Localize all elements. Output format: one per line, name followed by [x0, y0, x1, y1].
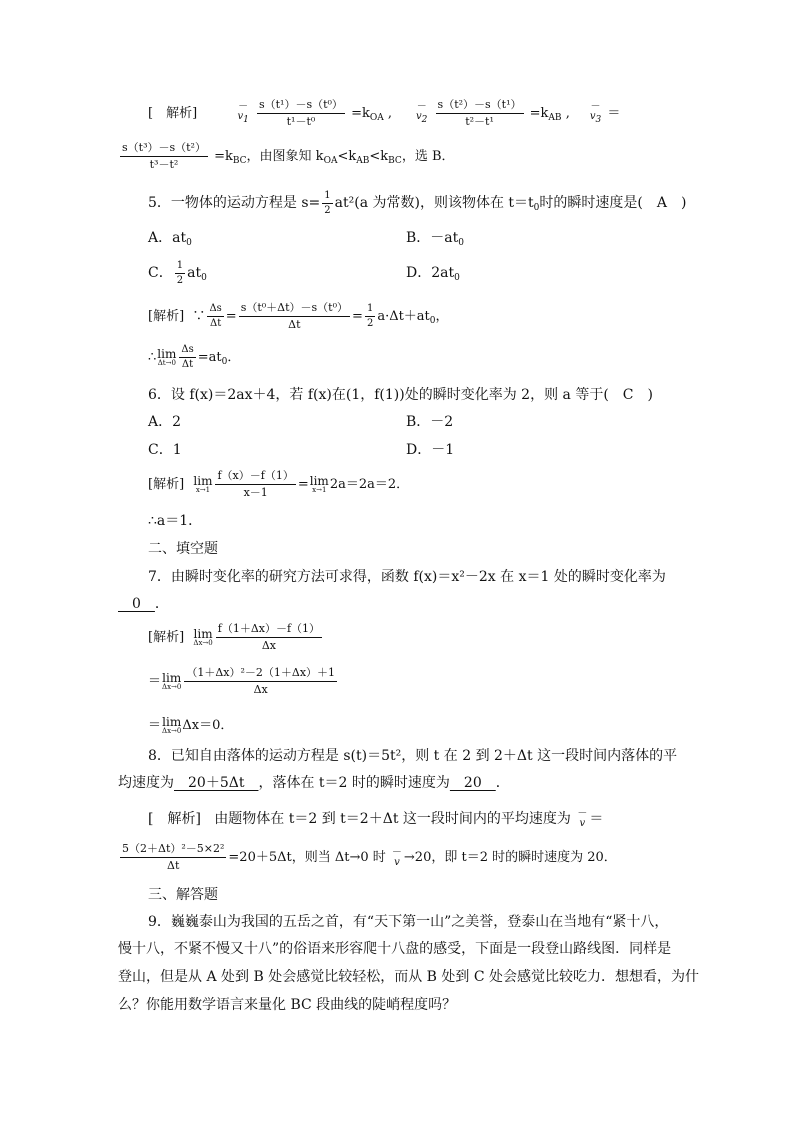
q9-line3: 登山，但是从 A 处到 B 处会感觉比较轻松，而从 B 处到 C 处会感觉比较吃力．想想看，为什 [118, 969, 699, 985]
q6-conclusion: ∴a＝1． [148, 513, 203, 529]
p4-solution-line1: [ 解析] － v1 $\frac{\text{s（t¹）－s（t⁰）}}{\text{t¹－t⁰}}$ $=k_{OA}$ , － v2 $\frac{\text{s（t²）－s（t¹）}}{\text{t²－t¹}}$ $=k_{AB}$ , － v3 ＝ [148, 98, 621, 128]
q6-option-d: D．－1 [406, 442, 455, 458]
q8-answer-2: 20 [449, 775, 496, 791]
p4-solution-line2: $\frac{\text{s（t³）－s（t²）}}{\text{t³－t²}}$ $=k_{BC}$，由图象知 $k_{OA}<k_{AB}<k_{BC}$，选 B． [122, 141, 455, 171]
q7-stem: 7．由瞬时变化率的研究方法可求得，函数 f(x)＝x²－2x 在 x＝1 处的瞬时变化率为 [148, 569, 666, 585]
q7-solution-line2: ＝ lim Δx→0 $\frac{\text{（1＋Δx）²－2（1＋Δx）＋1}}{\Delta x}$ [148, 666, 336, 696]
v1-symbol: － v1 [237, 100, 249, 125]
p4-fraction-2: $\frac{\text{s（t²）－s（t¹）}}{\text{t²－t¹}}$ [437, 98, 522, 128]
lim-symbol: lim x→1 [309, 474, 329, 494]
p4-fraction-1: $\frac{\text{s（t¹）－s（t⁰）}}{\text{t¹－t⁰}}$ [258, 98, 343, 128]
v-symbol: － v [577, 808, 588, 829]
q9-line1: 9．巍巍泰山为我国的五岳之首，有“天下第一山”之美誉，登泰山在当地有“紧十八， [148, 914, 669, 930]
section-solutions: 三、解答题 [148, 887, 218, 903]
q5-option-c: C． $\frac{1}{2}$ $at_0$ [148, 259, 207, 286]
q9-line4: 么？你能用数学语言来量化 BC 段曲线的陡峭程度吗？ [118, 997, 457, 1013]
section-fill-in: 二、填空题 [148, 541, 218, 557]
q5-stem: 5．一物体的运动方程是 s= $\frac{1}{2}$ at²(a 为常数)，则该物体在 $t=t_0$时的瞬时速度是( A ) [148, 189, 687, 216]
q9-line2: 慢十八，不紧不慢又十八”的俗语来形容爬十八盘的感受，下面是一段登山路线图．同样是 [118, 941, 672, 957]
q6-stem: 6．设 f(x)＝2ax＋4，若 f(x)在(1，f(1))处的瞬时变化率为 2，则 a 等于( C ) [148, 387, 653, 403]
q6-option-b: B．－2 [406, 414, 454, 430]
q6-option-c: C．1 [148, 442, 182, 458]
q8-stem-line2: 均速度为 20＋5Δt ，落体在 t＝2 时的瞬时速度为 20 ． [118, 775, 510, 791]
q5-solution-line2: ∴ lim Δt→0 $\frac{\Delta s}{\Delta t}$ $=at_0$． [148, 344, 241, 370]
q7-difference-quotient-2: $\frac{\text{（1＋Δx）²－2（1＋Δx）＋1}}{\Delta x}$ [186, 666, 336, 696]
q7-answer: 0 [118, 596, 155, 612]
q8-answer-1: 20＋5Δt [174, 775, 259, 791]
q6-difference-quotient: $\frac{f(x)-f(1)}{x-1}$ [217, 469, 294, 499]
lim-symbol: lim x→1 [193, 474, 213, 494]
q5-solution-line1: [解析] ∵ $\frac{\Delta s}{\Delta t}$ = $\frac{\text{s（t⁰＋Δt）－s（t⁰）}}{\Delta t}$ = $\frac{1}{2}$ $a\cdot\Delta t+at_0$， [148, 301, 449, 331]
q5-option-a: A．$at_0$ [148, 230, 192, 248]
q5-option-b: B．$-at_0$ [406, 230, 464, 248]
q5-option-d: D．$2at_0$ [406, 265, 460, 283]
p4-fraction-3: $\frac{\text{s（t³）－s（t²）}}{\text{t³－t²}}$ [122, 141, 206, 171]
half-fraction: $\frac{1}{2}$ [366, 303, 374, 329]
lim-symbol: lim Δx→0 [193, 627, 213, 647]
v2-symbol: － v2 [416, 100, 428, 125]
q6-option-a: A．2 [148, 414, 182, 430]
lim-symbol: lim Δt→0 [157, 347, 177, 367]
q8-stem-line1: 8．已知自由落体的运动方程是 s(t)＝5t²，则 t 在 2 到 2＋Δt 这一段时间内落体的平 [148, 748, 678, 764]
q8-solution-line2: $\frac{\text{5（2＋Δt）²－5×2²}}{\Delta t}$ =20＋5Δt，则当 Δt→0 时 － v →20，即 t＝2 时的瞬时速度为 20． [122, 842, 617, 872]
half-fraction: $\frac{1}{2}$ [324, 189, 331, 216]
q6-solution-line1: [解析] lim x→1 $\frac{f(x)-f(1)}{x-1}$ = lim x→1 2a＝2a＝2． [148, 469, 410, 499]
lim-symbol: lim Δx→0 [162, 671, 182, 691]
v-symbol: － v [391, 846, 402, 868]
q8-solution-line1: [ 解析] 由题物体在 t＝2 到 t＝2＋Δt 这一段时间内的平均速度为 － v ＝ [148, 808, 604, 829]
lim-symbol: lim Δx→0 [162, 715, 182, 735]
q5-difference-quotient: $\frac{\text{s（t⁰＋Δt）－s（t⁰）}}{\Delta t}$ [240, 301, 349, 331]
q7-solution-line3: ＝ lim Δx→0 Δx＝0． [148, 715, 234, 735]
q7-solution-line1: [解析] lim Δx→0 $\frac{f(1+\Delta x)-f(1)}{\Delta x}$ [148, 622, 321, 652]
ds-dt-fraction: $\frac{\Delta s}{\Delta t}$ [209, 303, 222, 329]
ds-dt-fraction: $\frac{\Delta s}{\Delta t}$ [181, 344, 194, 370]
q8-difference-quotient: $\frac{\text{5（2＋Δt）²－5×2²}}{\Delta t}$ [122, 842, 225, 872]
q7-difference-quotient-1: $\frac{f(1+\Delta x)-f(1)}{\Delta x}$ [217, 622, 321, 652]
half-fraction: $\frac{1}{2}$ [176, 259, 184, 286]
p4-label: [ 解析] [148, 106, 198, 121]
q7-answer-line: 0 ． [118, 596, 169, 612]
v3-symbol: － v3 [589, 100, 602, 125]
